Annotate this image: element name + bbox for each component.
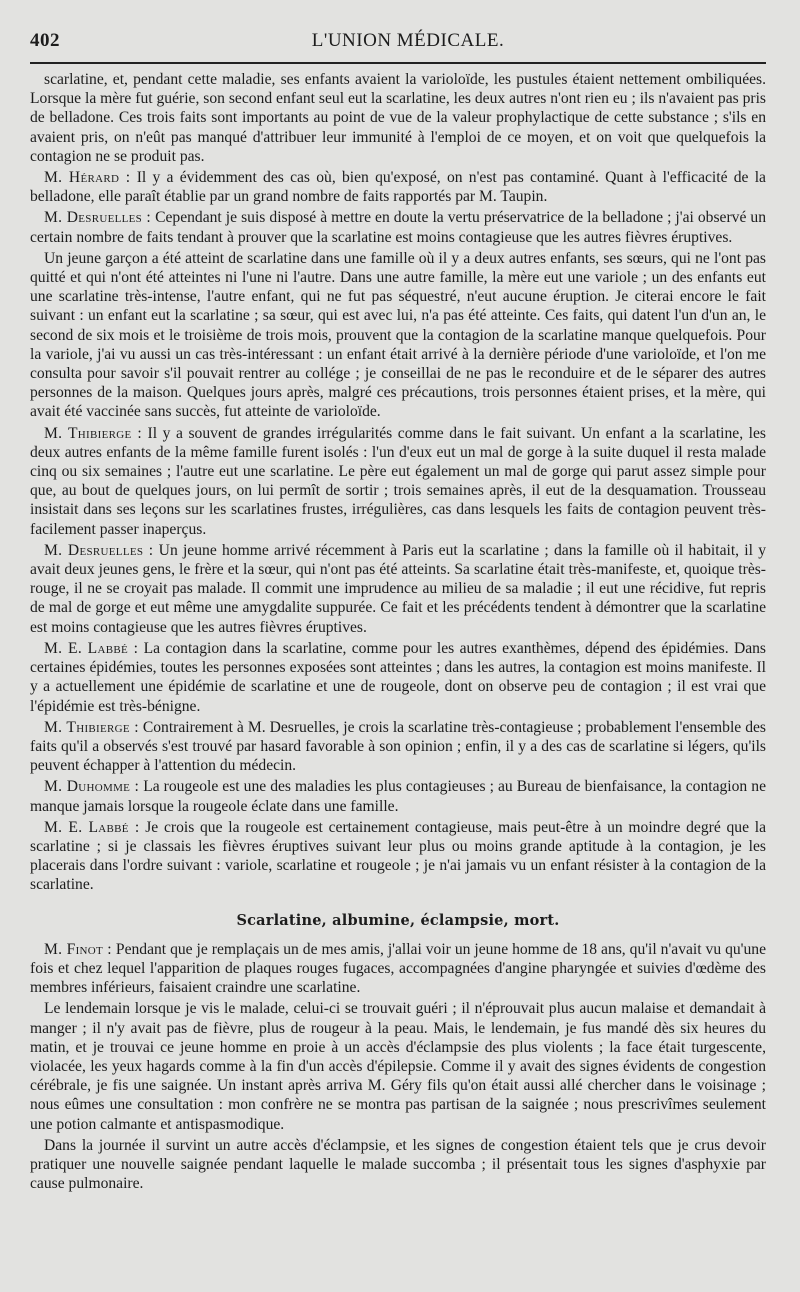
paragraph [30,940,766,998]
paragraph [30,168,766,206]
paragraph [30,777,766,815]
paragraph [30,818,766,895]
speaker-name: M. Duhomme : [44,778,140,796]
paragraph-text: Un jeune garçon a été atteint de scarlatine dans une famille où il y a deux autres enfants, ses sœurs, qui ne l'ont pas quitté et qui n'ont été atteintes ni l'une ni l'autre. Dans une autre famille, la mère eut une variole ; un des enfants eut une scarlatine très-intense, l'autre enfant, qui ne fut pas séquestré, n'eut aucune éruption. Je citerai encore le fait suivant : un enfant eut la scarlatine ; sa sœur, qui est avec lui, n'a pas été atteinte. Ces faits, qui datent l'un d'un an, le second de six mois et le troisième de trois mois, prouvent que la contagion de la scarlatine manque quelquefois. Pour la variole, j'ai vu aussi un cas très-intéressant : un enfant était arrivé à la dernière période d'une varioloïde, et l'on me consulta pour savoir s'il pouvait rentrer au collége ; je conseillai de ne pas le reconduire et de le séparer des autres personnes de la maison. Quelques jours après, malgré ces précautions, trois personnes étaient prises, et la mère, qui avait été vaccinée sans succès, fut atteinte de varioloïde. [30,249,766,421]
paragraph [30,249,766,422]
paragraph-text: La contagion dans la scarlatine, comme pour les autres exanthèmes, dépend des épidémies. Dans certaines épidémies, toutes les personnes exposées sont atteintes ; dans les autres, la contagion est moins manifeste. Il y a actuellement une épidémie de scarlatine et une de rougeole, dont on observe peu de contagion ; il est vrai que l'épidémie est très-bénigne. [30,639,766,715]
speaker-name: M. Thibierge : [44,424,142,442]
paragraph-text: Il y a évidemment des cas où, bien qu'exposé, on n'est pas contaminé. Quant à l'efficacité de la belladone, elle paraît établie par un grand nombre de faits rapportés par M. Taupin. [30,169,766,206]
speaker-name: M. Desruelles : [44,541,154,559]
paragraph [30,999,766,1133]
paragraph [30,639,766,716]
paragraph-text: La rougeole est une des maladies les plus contagieuses ; au Bureau de bienfaisance, la contagion ne manque jamais lorsque la rougeole éclate dans une famille. [30,778,766,815]
paragraph [30,70,766,166]
paragraph-text: Pendant que je remplaçais un de mes amis, j'allai voir un jeune homme de 18 ans, qu'il n'avait vu qu'une fois et chez lequel l'apparition de plaques rouges fugaces, accompagnées d'angine pharyngée et suivies d'œdème des membres inférieurs, faisaient craindre une scarlatine. [30,940,766,997]
speaker-name: M. Hérard : [44,169,131,187]
discussion-section [30,70,766,895]
page-header [30,30,766,54]
speaker-name: M. E. Labbé : [44,818,140,836]
article-body [30,70,766,1193]
paragraph [30,424,766,539]
page-number: 402 [30,30,60,51]
paragraph [30,718,766,776]
paragraph-text: Un jeune homme arrivé récemment à Paris eut la scarlatine ; dans la famille où il habitait, il y avait deux jeunes gens, le frère et la sœur, qui n'ont pas été atteints. Sa scarlatine était très-manifeste, et, quoique très-rouge, il ne se croyait pas malade. Il commit une imprudence au milieu de sa maladie ; il eut une récidive, fut repris de mal de gorge et eut même une amygdalite suppurée. Ce fait et les précédents tendent à démontrer que la scarlatine est moins contagieuse que les autres fièvres éruptives. [30,541,766,636]
paragraph-text: Cependant je suis disposé à mettre en doute la vertu préservatrice de la belladone ; j'ai observé un certain nombre de faits tendant à prouver que la scarlatine est moins contagieuse que les autres fièvres éruptives. [30,209,766,246]
speaker-name: M. Finot : [44,940,112,958]
paragraph [30,1136,766,1194]
paragraph-text: Dans la journée il survint un autre accès d'éclampsie, et les signes de congestion étaient tels que je crus devoir pratiquer une nouvelle saignée pendant laquelle le malade succomba ; il présentait tous les signes d'asphyxie par cause pulmonaire. [30,1136,766,1193]
paragraph-text: Le lendemain lorsque je vis le malade, celui-ci se trouvait guéri ; il n'éprouvait plus aucun malaise et demandait à manger ; il n'y avait pas de fièvre, plus de rougeur à la peau. Mais, le lendemain, je fus mandé dès six heures du matin, et je trouvai ce jeune homme en proie à un accès d'éclampsie des plus violents ; la face était turgescente, violacée, les yeux hagards comme à la fin d'un accès d'épilepsie. Comme il y avait des signes évidents de congestion cérébrale, je fis une saignée. Un instant après arriva M. Géry fils qu'on était aussi allé chercher dans le voisinage ; nous eûmes une consultation : mon confrère ne se montra pas partisan de la saignée ; nous prescrivîmes seulement une potion calmante et antispasmodique. [30,1000,766,1133]
header-rule [30,62,766,64]
paragraph [30,541,766,637]
running-head: L'UNION MÉDICALE. [311,30,505,51]
paragraph [30,208,766,246]
paragraph-text: Je crois que la rougeole est certainement contagieuse, mais peut-être à un moindre degré que la scarlatine ; si je classais les fièvres éruptives suivant leur plus ou moins grande aptitude à la contagion, je les placerais dans l'ordre suivant : variole, scarlatine et rougeole ; je n'ai jamais vu un enfant résister à la contagion de la scarlatine. [30,818,766,894]
section-title: Scarlatine, albumine, éclampsie, mort. [236,911,560,929]
speaker-name: M. Thibierge : [44,718,139,736]
paragraph-text: Il y a souvent de grandes irrégularités comme dans le fait suivant. Un enfant a la scarlatine, les deux autres enfants de la même famille furent isolés : l'un d'eux eut un mal de gorge à la suite duquel il resta malade cinq ou six semaines ; l'autre eut une scarlatine. Le père eut également un mal de gorge qui parut assez simple pour que, au bout de quelques jours, on lui permît de sortir ; trois semaines après, il eut de la desquamation. Trousseau insistait dans ses leçons sur les scarlatines frustes, irrégulières, cas dans lesquels les faits de contagion peuvent très-facilement passer inaperçus. [30,424,766,538]
speaker-name: M. Desruelles : [44,209,152,227]
speaker-name: M. E. Labbé : [44,639,139,657]
case-report-section [30,940,766,1194]
paragraph-text: scarlatine, et, pendant cette maladie, ses enfants avaient la varioloïde, les pustules étaient nettement ombiliquées. Lorsque la mère fut guérie, son second enfant seul eut la scarlatine, les deux autres n'ont rien eu ; ils n'avaient pas pris de belladone. Ces trois faits sont importants au point de vue de la valeur prophylactique de cette substance ; s'ils en avaient pris, on n'eût pas manqué d'attribuer leur immunité à l'emploi de ce moyen, et on voit que quelquefois la contagion ne se produit pas. [30,71,766,165]
paragraph-text: Contrairement à M. Desruelles, je crois la scarlatine très-contagieuse ; probablement l'ensemble des faits qu'il a observés s'est trouvé par hasard favorable à son opinion ; enfin, il y a des cas de scarlatine si légers, qu'ils peuvent échapper à l'attention du médecin. [30,718,766,775]
